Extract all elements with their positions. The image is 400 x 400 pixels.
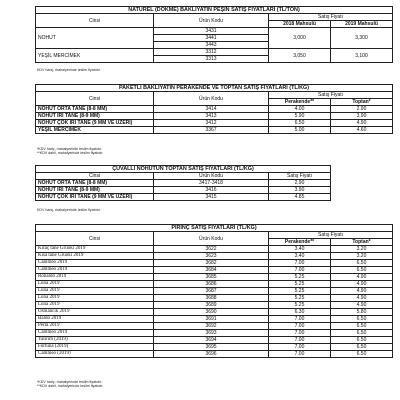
header-urun-kodu: Ürün Kodu: [154, 92, 269, 106]
naturel-table-title: NATUREL (DÖKME) BAKLİYATIN PEŞİN SATIŞ FİYATLARI (TL/TON): [36, 7, 393, 14]
product-name: Fortuna (2019): [36, 344, 154, 351]
table-row: [36, 316, 393, 323]
product-code: 3623: [154, 253, 269, 260]
product-code: 3682: [154, 260, 269, 267]
header-satis-fiyati: Satış Fiyatı: [269, 14, 393, 21]
product-code: 3694: [154, 337, 269, 344]
product-code: 3689: [154, 302, 269, 309]
product-name: Osmancık 2019: [36, 309, 154, 316]
price: 2.90: [269, 180, 331, 187]
product-code: 3691: [154, 316, 269, 323]
product-code: 3684: [154, 267, 269, 274]
header-cinsi: Cinsi: [36, 232, 154, 246]
price-toptan: 6.50: [331, 316, 393, 323]
price-toptan: 4.90: [331, 281, 393, 288]
price-perakende: 5.25: [269, 295, 331, 302]
price-perakende: 7.00: [269, 267, 331, 274]
naturel-price-table: [35, 6, 393, 63]
header-urun-kodu: Ürün Kodu: [154, 14, 269, 28]
product-name: Baldo 2019: [36, 316, 154, 323]
product-name: Luna 2019: [36, 281, 154, 288]
product-name: YEŞİL MERCİMEK: [36, 127, 154, 134]
price-2018: 3,000: [269, 28, 331, 49]
header-2018-mahsulu: 2018 Mahsulü: [269, 21, 331, 28]
table-row: [36, 180, 393, 187]
table-row: [36, 302, 393, 309]
product-code: 3692: [154, 323, 269, 330]
product-name: Luna 2019: [36, 302, 154, 309]
price-toptan: 3.20: [331, 246, 393, 253]
price-toptan: 4.90: [331, 288, 393, 295]
price-perakende: 7.00: [269, 260, 331, 267]
table-row: [36, 337, 393, 344]
product-name: Kıraç tane Gruoki 2019: [36, 246, 154, 253]
product-code: 3685: [154, 274, 269, 281]
price: 3.90: [269, 187, 331, 194]
product-code: 3695: [154, 344, 269, 351]
price-2018: 3,050: [269, 49, 331, 63]
product-name: Cammeo 2019: [36, 267, 154, 274]
product-name: NOHUT ÇOK İRİ TANE (9 MM VE ÜZERİ): [36, 120, 154, 127]
table-row: [36, 246, 393, 253]
paketli-price-table: [35, 84, 393, 134]
header-toptan: Toptan*: [331, 239, 393, 246]
product-code: 3690: [154, 309, 269, 316]
pirinc-price-table: [35, 224, 393, 358]
price-perakende: 6.30: [269, 309, 331, 316]
paketli-table-title: PAKETLİ BAKLİYATIN PERAKENDE VE TOPTAN SATIŞ FİYATLARI (TL/KG): [36, 85, 393, 92]
price-perakende: 4.00: [269, 106, 331, 113]
cuvalli-table-title: ÇUVALLI NOHUTUN TOPTAN SATIŞ FİYATLARI (TL/KG): [36, 166, 331, 173]
product-name: NOHUT İRİ TANE (8-9 MM): [36, 187, 154, 194]
header-cinsi: Cinsi: [36, 14, 154, 28]
product-code: 3693: [154, 330, 269, 337]
price-toptan: 5.80: [331, 309, 393, 316]
price-perakende: 6.50: [269, 120, 331, 127]
header-perakende: Perakende**: [269, 239, 331, 246]
product-code: 3696: [154, 351, 269, 358]
table-row: [36, 288, 393, 295]
header-satis-fiyati: Satış Fiyatı: [269, 232, 393, 239]
product-name: NOHUT ÇOK İRİ TANE (9 MM VE ÜZERİ): [36, 194, 154, 201]
product-name: Cammeo (2019): [36, 351, 154, 358]
header-cinsi: Cinsi: [36, 92, 154, 106]
table-row: [36, 187, 393, 194]
price-perakende: 5.25: [269, 274, 331, 281]
product-name: Cammeo 2019: [36, 260, 154, 267]
price-perakende: 7.00: [269, 323, 331, 330]
table-row: [36, 194, 393, 201]
product-code: 3312: [154, 49, 269, 56]
price-perakende: 5.25: [269, 302, 331, 309]
product-name: NOHUT ORTA TANE (8-8 MM): [36, 180, 154, 187]
price-toptan: 3.20: [331, 253, 393, 260]
table-row: [36, 267, 393, 274]
price-toptan: 6.50: [331, 330, 393, 337]
table-row: [36, 127, 393, 134]
product-code: 3416: [154, 187, 269, 194]
price-perakende: 3.40: [269, 246, 331, 253]
price-perakende: 7.00: [269, 316, 331, 323]
product-name: Cammeo 2019: [36, 330, 154, 337]
price-toptan: 2.90: [331, 106, 393, 113]
header-urun-kodu: Ürün Kodu: [154, 232, 269, 246]
price-toptan: 3.90: [331, 113, 393, 120]
table-row: [36, 274, 393, 281]
header-perakende: Perakende**: [269, 99, 331, 106]
pirinc-footnote-2: **KDV dahil, mahalyerinde teslim fiyatıdır.: [37, 384, 104, 388]
price-toptan: 4.90: [331, 302, 393, 309]
product-code: 3622: [154, 246, 269, 253]
product-name: NOHUT: [36, 28, 154, 49]
product-code: 3441: [154, 35, 269, 42]
price-perakende: 7.00: [269, 344, 331, 351]
header-toptan: Toptan*: [331, 99, 393, 106]
cuvalli-footnote: KDV hariç, mahalyerinde teslim fiyatıdır.: [37, 208, 101, 212]
price-perakende: 3.40: [269, 253, 331, 260]
table-row: [36, 323, 393, 330]
table-row: [36, 253, 393, 260]
product-code: 3417-3418: [154, 180, 269, 187]
table-row: [36, 28, 393, 35]
product-name: Yatırım (2019): [36, 337, 154, 344]
product-code: 3413: [154, 113, 269, 120]
price-perakende: 7.00: [269, 330, 331, 337]
table-row: [36, 309, 393, 316]
table-row: [36, 330, 393, 337]
table-row: [36, 351, 393, 358]
price-toptan: 4.90: [331, 120, 393, 127]
header-cinsi: Cinsi: [36, 173, 154, 180]
price-toptan: 4.60: [331, 127, 393, 134]
price-toptan: 6.50: [331, 260, 393, 267]
price-perakende: 7.00: [269, 337, 331, 344]
price: 4.85: [269, 194, 331, 201]
price-toptan: 4.90: [331, 274, 393, 281]
price-toptan: 6.50: [331, 344, 393, 351]
price-2019: 3,100: [331, 49, 393, 63]
paketli-footnote-1: *KDV hariç, mahalyerinde teslim fiyatıdır.: [37, 147, 103, 151]
product-code: 3412: [154, 120, 269, 127]
cuvalli-price-table: [35, 165, 393, 201]
product-name: NOHUT ORTA TANE (8-8 MM): [36, 106, 154, 113]
pirinc-table-title: PİRİNÇ SATIŞ FİYATLARI (TL/KG): [36, 225, 393, 232]
table-row: [36, 113, 393, 120]
header-urun-kodu: Ürün Kodu: [154, 173, 269, 180]
product-code: 3686: [154, 281, 269, 288]
product-code: 3431: [154, 28, 269, 35]
product-code: 3313: [154, 56, 269, 63]
price-perakende: 5.90: [269, 113, 331, 120]
price-toptan: 6.50: [331, 351, 393, 358]
table-row: [36, 260, 393, 267]
price-perakende: 7.00: [269, 351, 331, 358]
header-2019-mahsulu: 2019 Mahsulü: [331, 21, 393, 28]
price-toptan: 6.50: [331, 323, 393, 330]
product-code: 3414: [154, 106, 269, 113]
product-code: 3443: [154, 42, 269, 49]
paketli-footnote-2: **KDV dahil, mahalyerinde teslim fiyatıdır.: [37, 151, 104, 155]
product-name: YEŞİL MERCİMEK: [36, 49, 154, 63]
price-toptan: 4.90: [331, 295, 393, 302]
product-name: Luna 2019: [36, 288, 154, 295]
price-perakende: 5.25: [269, 288, 331, 295]
product-name: Luna 2019: [36, 295, 154, 302]
product-code: 3687: [154, 288, 269, 295]
header-satis-fiyati: Satış Fiyatı: [269, 173, 331, 180]
price-toptan: 6.50: [331, 267, 393, 274]
pirinc-footnote-1: *KDV hariç, mahalyerinde teslim fiyatıdır.: [37, 380, 103, 384]
table-row: [36, 49, 393, 56]
product-name: Kısa tane Gruoki 2019: [36, 253, 154, 260]
naturel-footnote: KDV hariç, mahalyerinde teslim fiyatıdır.: [37, 68, 101, 72]
product-name: Ronaldo 2019: [36, 274, 154, 281]
product-name: Perla 2019: [36, 323, 154, 330]
product-code: 3688: [154, 295, 269, 302]
table-row: [36, 120, 393, 127]
header-satis-fiyati: Satış Fiyatı: [269, 92, 393, 99]
price-perakende: 5.00: [269, 127, 331, 134]
table-row: [36, 344, 393, 351]
table-row: [36, 106, 393, 113]
product-name: NOHUT İRİ TANE (8-9 MM): [36, 113, 154, 120]
price-toptan: 6.50: [331, 337, 393, 344]
table-row: [36, 281, 393, 288]
price-perakende: 5.25: [269, 281, 331, 288]
product-code: 3415: [154, 194, 269, 201]
price-2019: 3,300: [331, 28, 393, 49]
product-code: 3367: [154, 127, 269, 134]
table-row: [36, 295, 393, 302]
